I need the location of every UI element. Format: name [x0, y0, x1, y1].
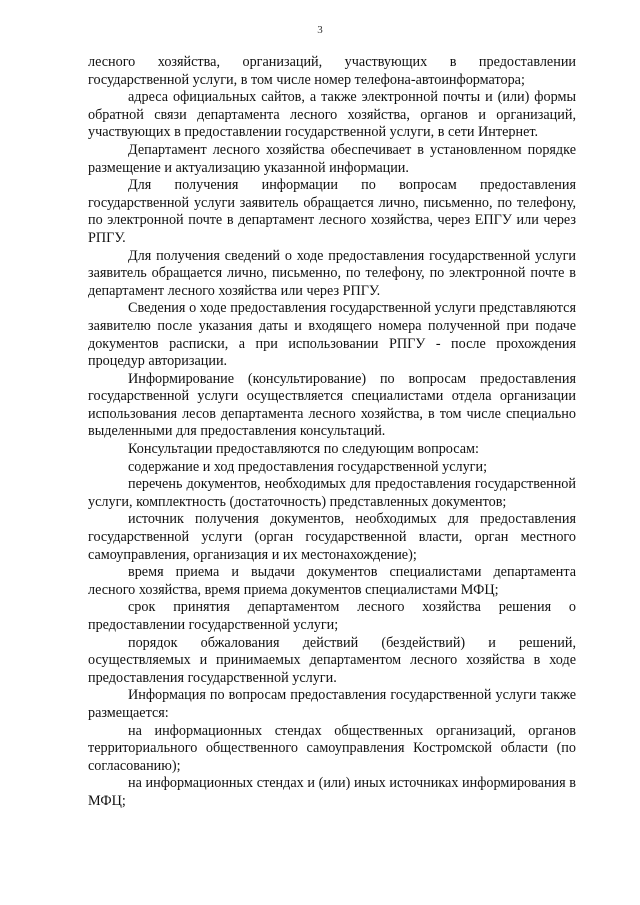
paragraph: Консультации предоставляются по следующим вопросам:: [128, 441, 479, 458]
paragraph: адреса официальных сайтов, а также электронной почты и (или) формы обратной связи департамента лесного хозяйства, органов и организаций, участвующих в предоставлении государственной услуги, в сети Интернет.: [88, 89, 576, 141]
page-number: 3: [317, 24, 323, 36]
paragraph: Департамент лесного хозяйства обеспечивает в установленном порядке размещение и актуализацию указанной информации.: [88, 141, 576, 176]
paragraph: Сведения о ходе предоставления государственной услуги представляются заявителю после указания даты и входящего номера полученной при подаче документов расписки, а при использовании РПГУ - после прохождения процедур авторизации.: [88, 300, 576, 370]
paragraph: Для получения информации по вопросам предоставления государственной услуги заявитель обращается лично, письменно, по телефону, по электронной почте в департамент лесного хозяйства, через ЕПГУ или через РПГУ.: [88, 177, 576, 246]
list-item: на информационных стендах и (или) иных источниках информирования в МФЦ;: [88, 775, 576, 809]
paragraph-continuation: лесного хозяйства, организаций, участвующих в предоставлении государственной услуги, в том числе номер телефона-автоинформатора;: [88, 54, 576, 88]
paragraph: Информация по вопросам предоставления государственной услуги также размещается:: [88, 687, 576, 721]
list-item: источник получения документов, необходимых для предоставления государственной услуги (орган государственной власти, орган местного самоуправления, организация и их местонахождение);: [88, 511, 576, 563]
list-item: на информационных стендах общественных организаций, органов территориального общественного самоуправления Костромской области (по согласованию);: [88, 722, 576, 774]
list-item: порядок обжалования действий (бездействий) и решений, осуществляемых и принимаемых департаментом лесного хозяйства в ходе предоставления государственной услуги.: [88, 634, 576, 686]
paragraph: Для получения сведений о ходе предоставления государственной услуги заявитель обращается лично, письменно, по телефону, по электронной почте в департамент лесного хозяйства или через РПГУ.: [88, 247, 576, 299]
list-item: перечень документов, необходимых для предоставления государственной услуги, комплектность (достаточность) представленных документов;: [88, 476, 576, 510]
document-body: [88, 54, 576, 811]
paragraph: Информирование (консультирование) по вопросам предоставления государственной услуги осуществляется специалистами отдела организации использования лесов департамента лесного хозяйства, в том числе специально выделенными для предоставления консультаций.: [88, 370, 576, 440]
list-item: содержание и ход предоставления государственной услуги;: [128, 458, 488, 475]
list-item: срок принятия департаментом лесного хозяйства решения о предоставлении государственной услуги;: [88, 599, 576, 633]
list-item: время приема и выдачи документов специалистами департамента лесного хозяйства, время приема документов специалистами МФЦ;: [88, 564, 576, 598]
